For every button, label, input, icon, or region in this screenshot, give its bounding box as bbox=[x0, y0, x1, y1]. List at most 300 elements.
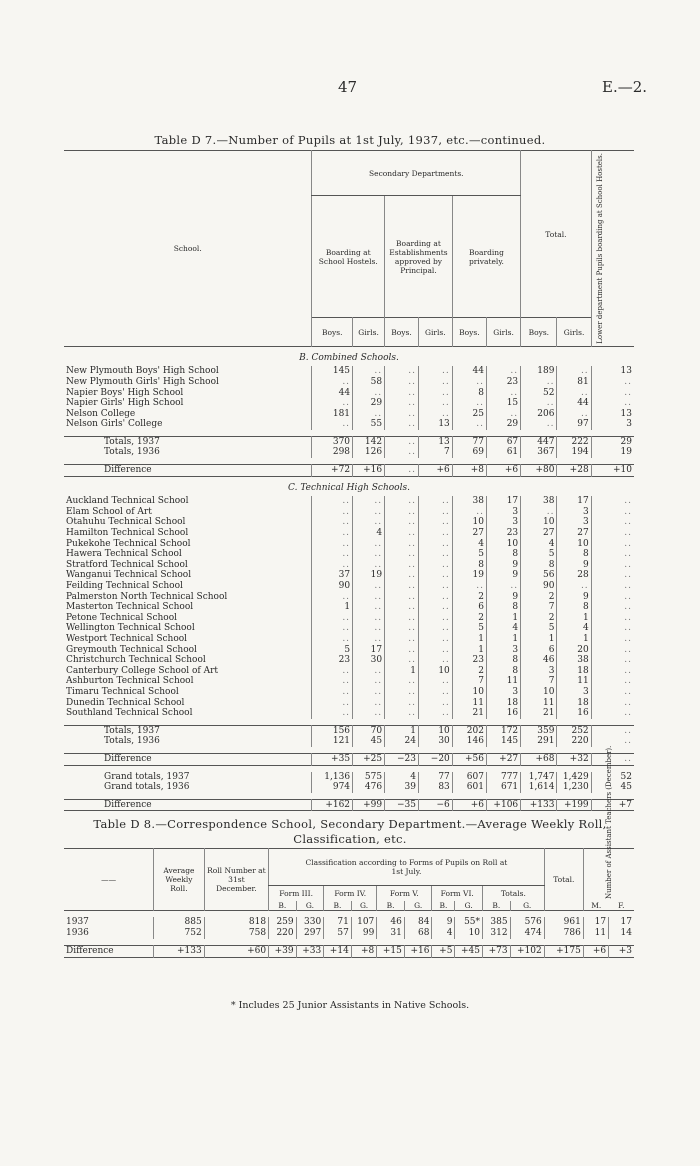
cell-value: 9 bbox=[557, 592, 591, 603]
cell-value: .. bbox=[353, 366, 385, 377]
cell-value: 385 bbox=[483, 917, 511, 928]
cell-value: .. bbox=[452, 377, 486, 388]
cell-value: 3 bbox=[486, 645, 520, 656]
cell-value: 20 bbox=[557, 645, 591, 656]
cell-value: .. bbox=[385, 623, 419, 634]
cell-value: .. bbox=[312, 517, 353, 528]
cell-value: 172 bbox=[486, 725, 520, 736]
cell-value: .. bbox=[418, 377, 452, 388]
footnote: * Includes 25 Junior Assistants in Native Schools. bbox=[230, 1000, 470, 1011]
cell-value: +45 bbox=[455, 946, 483, 958]
cell-value: .. bbox=[353, 507, 385, 518]
cell-value: 90 bbox=[312, 581, 353, 592]
cell-value: 23 bbox=[452, 655, 486, 666]
cell-value: .. bbox=[521, 419, 557, 430]
cell-value: 3 bbox=[486, 507, 520, 518]
b-header: B. bbox=[432, 901, 455, 911]
cell-value: .. bbox=[353, 388, 385, 399]
cell-value: .. bbox=[385, 645, 419, 656]
cell-value: .. bbox=[353, 539, 385, 550]
cell-value: +72 bbox=[312, 465, 353, 477]
cell-value: 13 bbox=[418, 436, 452, 447]
row-label: Canterbury College School of Art bbox=[66, 665, 219, 676]
table-d7 bbox=[64, 150, 634, 811]
cell-value: 27 bbox=[521, 528, 557, 539]
school-row bbox=[64, 602, 634, 613]
row-label: Difference bbox=[66, 946, 114, 956]
cell-value: +6 bbox=[452, 799, 486, 811]
cell-value: .. bbox=[312, 634, 353, 645]
cell-value: 1 bbox=[385, 666, 419, 677]
cell-value: .. bbox=[418, 623, 452, 634]
cell-value: +6 bbox=[418, 465, 452, 477]
cell-value: 126 bbox=[353, 447, 385, 458]
cell-value: .. bbox=[486, 366, 520, 377]
cell-value: 2 bbox=[452, 592, 486, 603]
cell-value: .. bbox=[486, 388, 520, 399]
cell-value: .. bbox=[591, 698, 634, 709]
cell-value: 5 bbox=[312, 645, 353, 656]
boys-header: Boys. bbox=[385, 318, 419, 346]
cell-value: .. bbox=[353, 708, 385, 719]
cell-value: +68 bbox=[521, 753, 557, 765]
cell-value: +7 bbox=[591, 799, 634, 811]
cell-value: 1,747 bbox=[521, 772, 557, 783]
totals-row bbox=[64, 736, 634, 747]
cell-value: 474 bbox=[510, 928, 544, 939]
totals-header: Totals. bbox=[483, 886, 545, 901]
cell-value: 7 bbox=[418, 447, 452, 458]
school-row bbox=[64, 419, 634, 430]
cell-value: 38 bbox=[521, 496, 557, 507]
school-row bbox=[64, 655, 634, 666]
cell-value: .. bbox=[312, 496, 353, 507]
cell-value: 1 bbox=[452, 645, 486, 656]
cell-value: .. bbox=[312, 539, 353, 550]
cell-value: 21 bbox=[521, 708, 557, 719]
cell-value: .. bbox=[353, 623, 385, 634]
cell-value: 10 bbox=[521, 517, 557, 528]
cell-value: 29 bbox=[353, 398, 385, 409]
girls-header: Girls. bbox=[486, 318, 520, 346]
cell-value: .. bbox=[418, 708, 452, 719]
cell-value: 90 bbox=[521, 581, 557, 592]
cell-value: 30 bbox=[353, 655, 385, 666]
section-heading: B. Combined Schools. bbox=[299, 352, 399, 363]
cell-value: 11 bbox=[521, 698, 557, 709]
cell-value: .. bbox=[418, 613, 452, 624]
form4-header: Form IV. bbox=[324, 886, 377, 901]
cell-value: 29 bbox=[486, 419, 520, 430]
cell-value: .. bbox=[312, 377, 353, 388]
cell-value: .. bbox=[385, 539, 419, 550]
cell-value: 19 bbox=[353, 570, 385, 581]
cell-value: +102 bbox=[510, 946, 544, 958]
cell-value: +10 bbox=[591, 465, 634, 477]
cell-value: 1,230 bbox=[557, 782, 591, 793]
cell-value: +175 bbox=[544, 946, 583, 958]
form6-header: Form VI. bbox=[432, 886, 483, 901]
cell-value: .. bbox=[385, 549, 419, 560]
cell-value: 10 bbox=[418, 666, 452, 677]
cell-value: 9 bbox=[486, 560, 520, 571]
cell-value: 67 bbox=[486, 436, 520, 447]
cell-value: +35 bbox=[312, 753, 353, 765]
cell-value: 11 bbox=[486, 676, 520, 687]
cell-value: .. bbox=[385, 676, 419, 687]
cell-value: +14 bbox=[324, 946, 352, 958]
cell-value: 61 bbox=[486, 447, 520, 458]
row-label: Greymouth Technical School bbox=[66, 644, 197, 655]
school-row bbox=[64, 592, 634, 603]
cell-value: 70 bbox=[353, 725, 385, 736]
cell-value: 476 bbox=[353, 782, 385, 793]
girls-header: Girls. bbox=[353, 318, 385, 346]
cell-value: .. bbox=[418, 528, 452, 539]
cell-value: 81 bbox=[557, 377, 591, 388]
school-row bbox=[64, 409, 634, 420]
cell-value: .. bbox=[591, 753, 634, 765]
cell-value: .. bbox=[353, 676, 385, 687]
difference-row bbox=[64, 753, 634, 765]
cell-value: 39 bbox=[385, 782, 419, 793]
cell-value: .. bbox=[385, 436, 419, 447]
total-header: Total. bbox=[544, 849, 583, 911]
cell-value: .. bbox=[353, 549, 385, 560]
cell-value: .. bbox=[418, 366, 452, 377]
cell-value: .. bbox=[385, 687, 419, 698]
row-label: Timaru Technical School bbox=[66, 686, 179, 697]
school-row bbox=[64, 398, 634, 409]
cell-value: 2 bbox=[521, 613, 557, 624]
cell-value: 38 bbox=[452, 496, 486, 507]
cell-value: +16 bbox=[353, 465, 385, 477]
cell-value: .. bbox=[591, 570, 634, 581]
cell-value: .. bbox=[418, 581, 452, 592]
cell-value: +56 bbox=[452, 753, 486, 765]
cell-value: .. bbox=[385, 634, 419, 645]
school-row bbox=[64, 623, 634, 634]
cell-value: .. bbox=[418, 549, 452, 560]
cell-value: 370 bbox=[312, 436, 353, 447]
cell-value: 2 bbox=[452, 666, 486, 677]
cell-value: 17 bbox=[353, 645, 385, 656]
cell-value: .. bbox=[353, 687, 385, 698]
cell-value: 4 bbox=[486, 623, 520, 634]
cell-value: .. bbox=[385, 507, 419, 518]
cell-value: .. bbox=[591, 398, 634, 409]
section-heading: C. Technical High Schools. bbox=[288, 482, 410, 493]
cell-value: +6 bbox=[486, 465, 520, 477]
school-row bbox=[64, 560, 634, 571]
cell-value: 5 bbox=[521, 549, 557, 560]
cell-value: .. bbox=[385, 602, 419, 613]
cell-value: .. bbox=[353, 581, 385, 592]
cell-value: .. bbox=[353, 409, 385, 420]
cell-value: 11 bbox=[452, 698, 486, 709]
cell-value: .. bbox=[557, 366, 591, 377]
row-label: Totals, 1936 bbox=[104, 447, 160, 458]
form5-header: Form V. bbox=[377, 886, 432, 901]
cell-value: .. bbox=[385, 592, 419, 603]
row-label: Westport Technical School bbox=[66, 633, 188, 644]
cell-value: .. bbox=[353, 666, 385, 677]
cell-value: 56 bbox=[521, 570, 557, 581]
cell-value: 1 bbox=[521, 634, 557, 645]
cell-value: .. bbox=[418, 570, 452, 581]
cell-value: .. bbox=[418, 698, 452, 709]
school-header: School. bbox=[173, 243, 202, 253]
cell-value: 77 bbox=[452, 436, 486, 447]
cell-value: .. bbox=[591, 623, 634, 634]
cell-value: 189 bbox=[521, 366, 557, 377]
row-label: Grand totals, 1936 bbox=[104, 782, 190, 793]
cell-value: 1 bbox=[312, 602, 353, 613]
cell-value: .. bbox=[591, 581, 634, 592]
cell-value: 52 bbox=[591, 772, 634, 783]
cell-value: 1,614 bbox=[521, 782, 557, 793]
row-label: Feilding Technical School bbox=[66, 581, 183, 592]
cell-value: 23 bbox=[312, 655, 353, 666]
cell-value: 28 bbox=[557, 570, 591, 581]
cell-value: 5 bbox=[452, 549, 486, 560]
cell-value: 8 bbox=[486, 666, 520, 677]
cell-value: .. bbox=[353, 634, 385, 645]
cell-value: .. bbox=[591, 645, 634, 656]
cell-value: 29 bbox=[591, 436, 634, 447]
cell-value: .. bbox=[385, 398, 419, 409]
g-header: G. bbox=[404, 901, 432, 911]
cell-value: 24 bbox=[385, 736, 419, 747]
school-row bbox=[64, 570, 634, 581]
cell-value: 758 bbox=[204, 928, 268, 939]
cell-value: .. bbox=[452, 507, 486, 518]
year-row bbox=[64, 928, 634, 939]
cell-value: +39 bbox=[269, 946, 297, 958]
cell-value: .. bbox=[353, 496, 385, 507]
cell-value: .. bbox=[353, 698, 385, 709]
cell-value: 3 bbox=[557, 517, 591, 528]
cell-value: 44 bbox=[557, 398, 591, 409]
cell-value: .. bbox=[385, 409, 419, 420]
school-row bbox=[64, 687, 634, 698]
school-row bbox=[64, 645, 634, 656]
establishments-header: Boarding at Establishments approved by Principal. bbox=[385, 196, 453, 318]
difference-row bbox=[64, 465, 634, 477]
cell-value: 9 bbox=[486, 592, 520, 603]
cell-value: .. bbox=[591, 592, 634, 603]
cell-value: .. bbox=[486, 409, 520, 420]
totals-row bbox=[64, 436, 634, 447]
row-label: Nelson College bbox=[66, 408, 136, 419]
cell-value: .. bbox=[385, 517, 419, 528]
row-label: Elam School of Art bbox=[66, 506, 152, 517]
cell-value: 7 bbox=[452, 676, 486, 687]
cell-value: 3 bbox=[557, 507, 591, 518]
row-label: Wanganui Technical School bbox=[66, 570, 192, 581]
girls-header: Girls. bbox=[418, 318, 452, 346]
cell-value: 447 bbox=[521, 436, 557, 447]
cell-value: .. bbox=[385, 419, 419, 430]
cell-value: .. bbox=[452, 398, 486, 409]
cell-value: .. bbox=[591, 517, 634, 528]
g-header: G. bbox=[351, 901, 377, 911]
cell-value: .. bbox=[591, 687, 634, 698]
cell-value: 576 bbox=[510, 917, 544, 928]
cell-value: .. bbox=[591, 377, 634, 388]
cell-value: 4 bbox=[452, 539, 486, 550]
cell-value: .. bbox=[312, 676, 353, 687]
row-label: Auckland Technical School bbox=[66, 496, 189, 507]
cell-value: 71 bbox=[324, 917, 352, 928]
cell-value: 77 bbox=[418, 772, 452, 783]
cell-value: .. bbox=[385, 581, 419, 592]
cell-value: 3 bbox=[486, 687, 520, 698]
cell-value: +60 bbox=[204, 946, 268, 958]
cell-value: +133 bbox=[154, 946, 205, 958]
cell-value: .. bbox=[557, 409, 591, 420]
cell-value: +106 bbox=[486, 799, 520, 811]
cell-value: 10 bbox=[557, 539, 591, 550]
school-row bbox=[64, 581, 634, 592]
cell-value: .. bbox=[385, 377, 419, 388]
cell-value: 46 bbox=[521, 655, 557, 666]
row-label: Masterton Technical School bbox=[66, 602, 194, 613]
cell-value: 359 bbox=[521, 725, 557, 736]
totals-row bbox=[64, 725, 634, 736]
row-label: Hamilton Technical School bbox=[66, 528, 189, 539]
cell-value: .. bbox=[591, 613, 634, 624]
cell-value: 1 bbox=[385, 725, 419, 736]
cell-value: +80 bbox=[521, 465, 557, 477]
cell-value: .. bbox=[385, 366, 419, 377]
cell-value: .. bbox=[591, 736, 634, 747]
cell-value: .. bbox=[385, 496, 419, 507]
cell-value: 9 bbox=[486, 570, 520, 581]
cell-value: 8 bbox=[486, 549, 520, 560]
school-row bbox=[64, 613, 634, 624]
row-label: Hawera Technical School bbox=[66, 549, 182, 560]
cell-value: .. bbox=[353, 560, 385, 571]
cell-value: 818 bbox=[204, 917, 268, 928]
cell-value: +8 bbox=[351, 946, 377, 958]
cell-value: 8 bbox=[452, 388, 486, 399]
cell-value: +3 bbox=[609, 946, 634, 958]
cell-value: .. bbox=[557, 388, 591, 399]
school-row bbox=[64, 366, 634, 377]
cell-value: .. bbox=[312, 560, 353, 571]
cell-value: 202 bbox=[452, 725, 486, 736]
difference-row bbox=[64, 799, 634, 811]
cell-value: .. bbox=[591, 388, 634, 399]
cell-value: 5 bbox=[521, 623, 557, 634]
cell-value: .. bbox=[591, 539, 634, 550]
cell-value: 17 bbox=[583, 917, 608, 928]
cell-value: 6 bbox=[521, 645, 557, 656]
cell-value: 31 bbox=[377, 928, 405, 939]
cell-value: 3 bbox=[486, 517, 520, 528]
cell-value: 97 bbox=[557, 419, 591, 430]
cell-value: 11 bbox=[557, 676, 591, 687]
cell-value: .. bbox=[591, 560, 634, 571]
cell-value: 27 bbox=[452, 528, 486, 539]
cell-value: 7 bbox=[521, 602, 557, 613]
cell-value: .. bbox=[312, 623, 353, 634]
cell-value: 17 bbox=[486, 496, 520, 507]
b-header: B. bbox=[483, 901, 511, 911]
cell-value: 252 bbox=[557, 725, 591, 736]
cell-value: .. bbox=[312, 507, 353, 518]
cell-value: 8 bbox=[452, 560, 486, 571]
cell-value: 259 bbox=[269, 917, 297, 928]
cell-value: 4 bbox=[353, 528, 385, 539]
cell-value: 3 bbox=[557, 687, 591, 698]
row-label: Otahuhu Technical School bbox=[66, 517, 186, 528]
cell-value: 220 bbox=[269, 928, 297, 939]
cell-value: .. bbox=[591, 549, 634, 560]
school-row bbox=[64, 539, 634, 550]
cell-value: 68 bbox=[404, 928, 432, 939]
cell-value: 961 bbox=[544, 917, 583, 928]
row-label: 1936 bbox=[66, 928, 89, 938]
cell-value: .. bbox=[418, 388, 452, 399]
cell-value: 2 bbox=[521, 592, 557, 603]
f-header: F. bbox=[618, 901, 625, 910]
cell-value: +8 bbox=[452, 465, 486, 477]
cell-value: 4 bbox=[432, 928, 455, 939]
cell-value: .. bbox=[418, 676, 452, 687]
cell-value: .. bbox=[353, 517, 385, 528]
cell-value: 10 bbox=[418, 725, 452, 736]
school-row bbox=[64, 708, 634, 719]
cell-value: −20 bbox=[418, 753, 452, 765]
cell-value: 17 bbox=[557, 496, 591, 507]
cell-value: 8 bbox=[486, 602, 520, 613]
cell-value: 19 bbox=[452, 570, 486, 581]
cell-value: 601 bbox=[452, 782, 486, 793]
teachers-header: Number of Assistant Teachers (December). bbox=[604, 745, 613, 899]
g-header: G. bbox=[296, 901, 324, 911]
cell-value: +133 bbox=[521, 799, 557, 811]
cell-value: .. bbox=[418, 409, 452, 420]
cell-value: +16 bbox=[404, 946, 432, 958]
row-label: Nelson Girls' College bbox=[66, 419, 163, 430]
row-label: Southland Technical School bbox=[66, 708, 193, 719]
cell-value: 1 bbox=[557, 634, 591, 645]
grand-totals-row bbox=[64, 782, 634, 793]
school-row bbox=[64, 676, 634, 687]
cell-value: 23 bbox=[486, 528, 520, 539]
school-row bbox=[64, 388, 634, 399]
cell-value: 44 bbox=[452, 366, 486, 377]
cell-value: .. bbox=[385, 655, 419, 666]
cell-value: .. bbox=[418, 602, 452, 613]
cell-value: 4 bbox=[557, 623, 591, 634]
cell-value: 1 bbox=[486, 634, 520, 645]
school-row bbox=[64, 517, 634, 528]
cell-value: 5 bbox=[452, 623, 486, 634]
cell-value: 330 bbox=[296, 917, 324, 928]
cell-value: 297 bbox=[296, 928, 324, 939]
cell-value: +15 bbox=[377, 946, 405, 958]
cell-value: +6 bbox=[583, 946, 608, 958]
boys-header: Boys. bbox=[312, 318, 353, 346]
cell-value: .. bbox=[591, 507, 634, 518]
cell-value: 99 bbox=[351, 928, 377, 939]
cell-value: 7 bbox=[521, 676, 557, 687]
row-label: Christchurch Technical School bbox=[66, 655, 206, 666]
row-label: Ashburton Technical School bbox=[66, 676, 194, 687]
